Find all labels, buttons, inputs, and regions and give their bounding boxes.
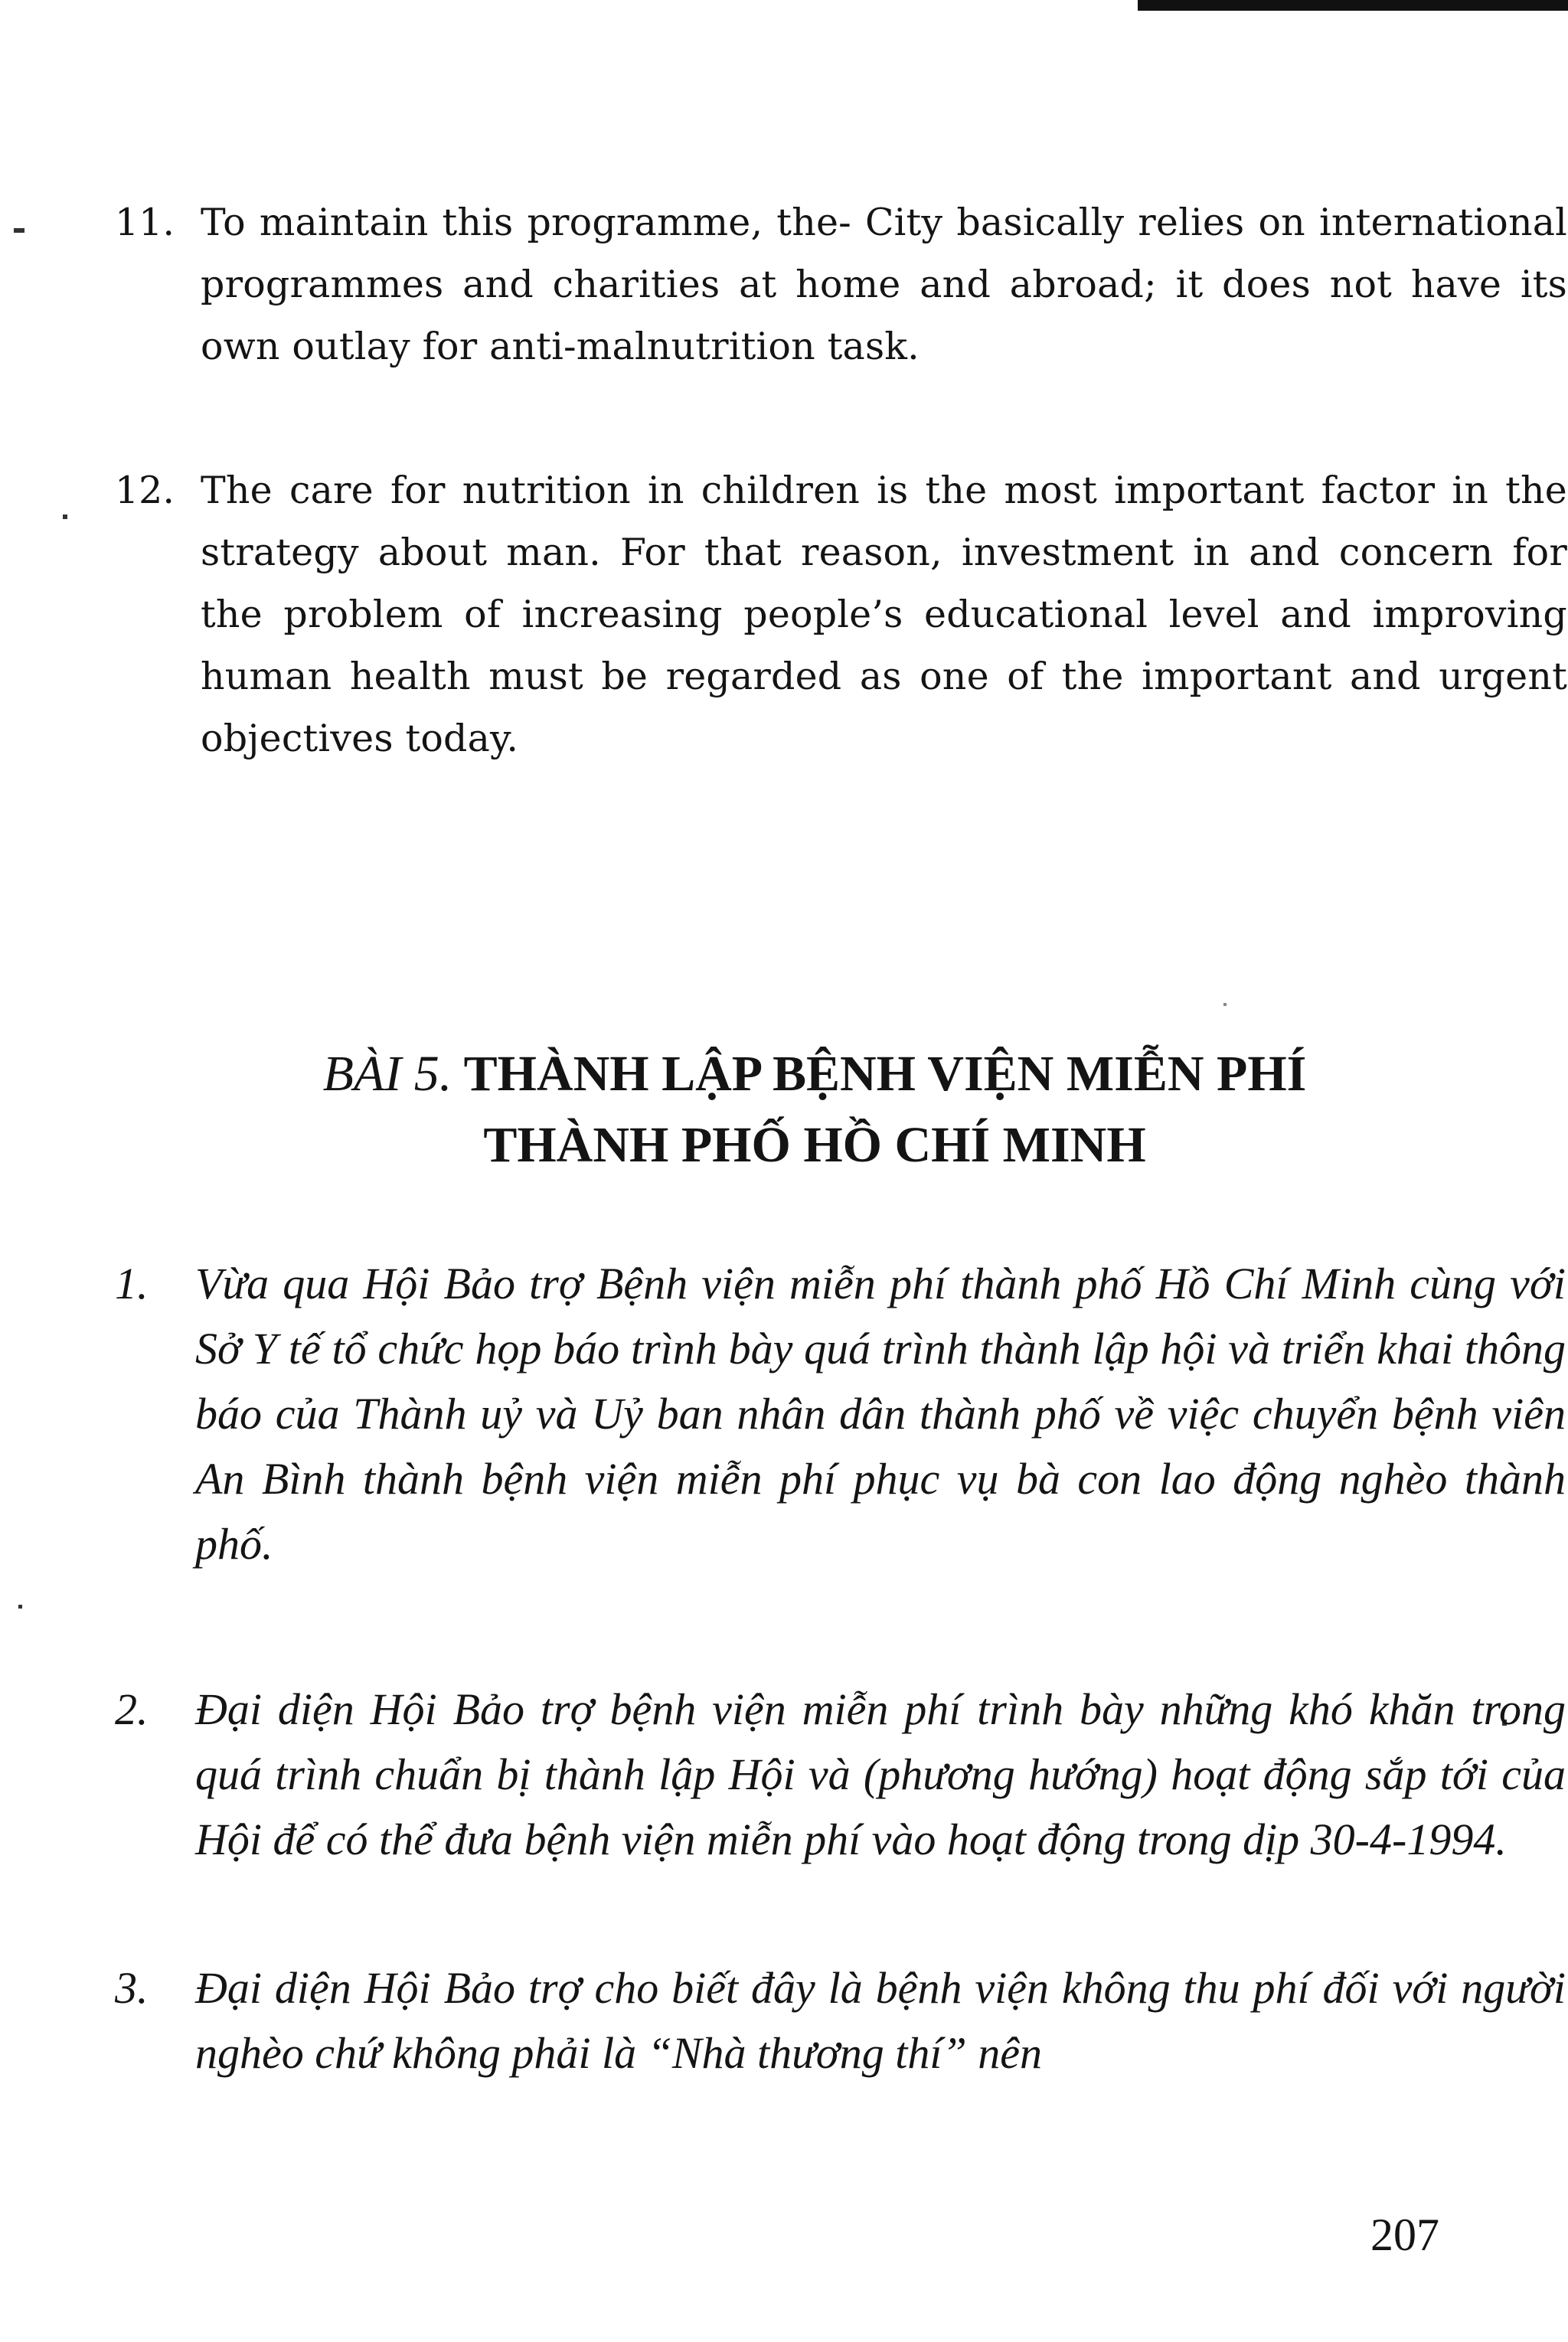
lesson-label: BÀI 5. (322, 1046, 452, 1102)
item-text: The care for nutrition in children is the most important factor in the strategy about man. For that reason, investment in and concern for the problem of increasing people’s educational level and improving human health must be regarded as one of the important and urgent objectives today. (201, 469, 1567, 760)
heading-line-2: THÀNH PHỐ HỒ CHÍ MINH (483, 1117, 1146, 1173)
heading-line-1: THÀNH LẬP BỆNH VIỆN MIỄN PHÍ (463, 1046, 1307, 1102)
page-number: 207 (1370, 2210, 1439, 2260)
item-number: 3. (115, 1963, 149, 2013)
section-heading (0, 1046, 1568, 1102)
item-text: Đại diện Hội Bảo trợ cho biết đây là bệnh viện không thu phí đối với người nghèo chứ không phải là “Nhà thương thí” nên (195, 1963, 1566, 2078)
margin-mark (14, 228, 24, 233)
item-number: 11. (115, 201, 175, 244)
margin-mark (63, 514, 67, 519)
top-edge-rule (1138, 0, 1568, 11)
margin-mark (1223, 1003, 1227, 1006)
item-number: 12. (115, 469, 175, 512)
item-number: 1. (115, 1259, 149, 1308)
item-text: Vừa qua Hội Bảo trợ Bệnh viện miễn phí thành phố Hồ Chí Minh cùng với Sở Y tế tổ chức họp báo trình bày quá trình thành lập hội và triển khai thông báo của Thành uỷ và Uỷ ban nhân dân thành phố về việc chuyển bệnh viên An Bình thành bệnh viện miễn phí phục vụ bà con lao động nghèo thành phố. (195, 1259, 1566, 1569)
section-heading-line-2 (0, 1117, 1568, 1173)
item-text: Đại diện Hội Bảo trợ bệnh viện miễn phí trình bày những khó khăn trong quá trình chuẩn bị thành lập Hội và (phương hướng) hoạt động sắp tới của Hội để có thể đưa bệnh viện miễn phí vào hoạt động trong dịp 30-4-1994. (195, 1684, 1566, 1864)
item-number: 2. (115, 1684, 149, 1734)
margin-mark (18, 1605, 22, 1609)
item-text: To maintain this programme, the‑ City basically relies on international programmes and charities at home and abroad; it does not have its own outlay for anti-malnutrition task. (201, 201, 1567, 368)
